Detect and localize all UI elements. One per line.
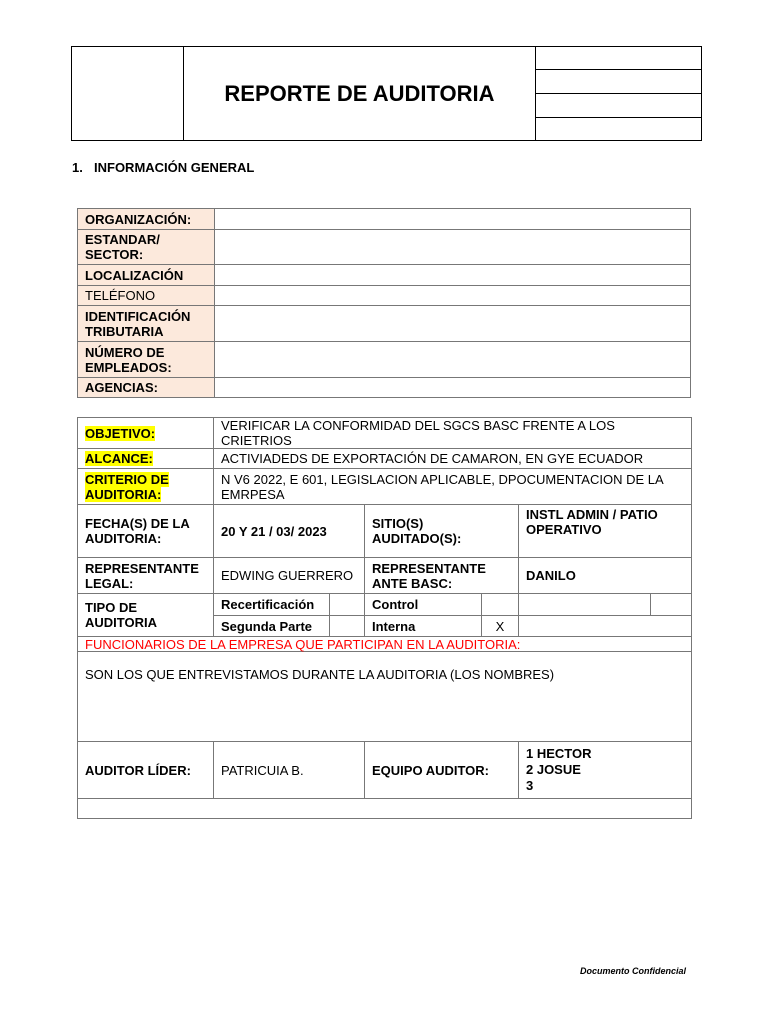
criterio-value: N V6 2022, E 601, LEGISLACION APLICABLE, DPOCUMENTACION DE LA EMRPESA — [214, 469, 692, 505]
logo-cell — [72, 47, 184, 141]
tipo-interna-mark: X — [482, 616, 519, 637]
criterio-label-cell — [78, 469, 214, 505]
tipo-extra-1-mark — [651, 594, 692, 616]
info-value-estandar — [215, 230, 691, 265]
tipo-segunda-parte-mark — [330, 616, 365, 637]
info-value-localizacion — [215, 265, 691, 286]
confidential-note: Documento Confidencial — [580, 966, 687, 976]
info-label-telefono: TELÉFONO — [78, 286, 215, 306]
info-value-agencias — [215, 378, 691, 398]
alcance-label: ALCANCE: — [85, 451, 153, 466]
funcionarios-label: FUNCIONARIOS DE LA EMPRESA QUE PARTICIPAN EN LA AUDITORIA: — [78, 637, 692, 652]
info-label-estandar: ESTANDAR/ SECTOR: — [78, 230, 215, 265]
tipo-label: TIPO DE AUDITORIA — [78, 594, 214, 637]
rep-legal-value: EDWING GUERRERO — [214, 558, 365, 594]
tipo-extra-2 — [519, 616, 692, 637]
report-title: REPORTE DE AUDITORIA — [184, 47, 536, 141]
section-number: 1. — [72, 160, 83, 175]
info-label-empleados: NÚMERO DE EMPLEADOS: — [78, 342, 215, 378]
auditor-lider-label: AUDITOR LÍDER: — [78, 742, 214, 799]
sitio-value: INSTL ADMIN / PATIO OPERATIVO — [519, 505, 692, 558]
alcance-value: ACTIVIADEDS DE EXPORTACIÓN DE CAMARON, EN GYE ECUADOR — [214, 449, 692, 469]
objetivo-label: OBJETIVO: — [85, 425, 156, 441]
equipo-auditor-list — [519, 742, 692, 799]
funcionarios-value: SON LOS QUE ENTREVISTAMOS DURANTE LA AUDITORIA (LOS NOMBRES) — [78, 652, 692, 742]
objetivo-label-cell — [78, 418, 214, 449]
rep-basc-label: REPRESENTANTE ANTE BASC: — [365, 558, 519, 594]
fecha-label: FECHA(S) DE LA AUDITORIA: — [78, 505, 214, 558]
info-value-telefono — [215, 286, 691, 306]
tipo-recertificacion-mark — [330, 594, 365, 616]
tipo-extra-1 — [519, 594, 651, 616]
rep-basc-value: DANILO — [519, 558, 692, 594]
info-value-empleados — [215, 342, 691, 378]
info-label-organizacion: ORGANIZACIÓN: — [78, 209, 215, 230]
header-side-cell-1 — [536, 47, 702, 70]
tipo-interna: Interna — [365, 616, 482, 637]
tipo-segunda-parte: Segunda Parte — [214, 616, 330, 637]
equipo-member-1: 1 HECTOR — [526, 746, 592, 761]
rep-legal-label: REPRESENTANTE LEGAL: — [78, 558, 214, 594]
header-side-cell-2 — [536, 70, 702, 94]
header-table — [71, 46, 702, 141]
tipo-control-mark — [482, 594, 519, 616]
audit-table-empty-row — [78, 799, 692, 819]
header-side-cell-4 — [536, 118, 702, 141]
equipo-member-3: 3 — [526, 778, 534, 793]
general-info-table — [77, 208, 691, 398]
objetivo-value: VERIFICAR LA CONFORMIDAD DEL SGCS BASC FRENTE A LOS CRIETRIOS — [214, 418, 692, 449]
info-label-agencias: AGENCIAS: — [78, 378, 215, 398]
tipo-recertificacion: Recertificación — [214, 594, 330, 616]
sitio-label: SITIO(S) AUDITADO(S): — [365, 505, 519, 558]
equipo-auditor-label: EQUIPO AUDITOR: — [365, 742, 519, 799]
header-side-cell-3 — [536, 94, 702, 118]
audit-details-table — [77, 417, 692, 819]
tipo-control: Control — [365, 594, 482, 616]
info-label-identificacion: IDENTIFICACIÓN TRIBUTARIA — [78, 306, 215, 342]
criterio-label: CRITERIO DE AUDITORIA: — [85, 471, 169, 502]
info-label-localizacion: LOCALIZACIÓN — [78, 265, 215, 286]
info-value-identificacion — [215, 306, 691, 342]
section-heading — [72, 160, 254, 175]
equipo-member-2: 2 JOSUE — [526, 762, 581, 777]
auditor-lider-value: PATRICUIA B. — [214, 742, 365, 799]
section-title: INFORMACIÓN GENERAL — [94, 160, 255, 175]
info-value-organizacion — [215, 209, 691, 230]
alcance-label-cell — [78, 449, 214, 469]
fecha-value: 20 Y 21 / 03/ 2023 — [214, 505, 365, 558]
